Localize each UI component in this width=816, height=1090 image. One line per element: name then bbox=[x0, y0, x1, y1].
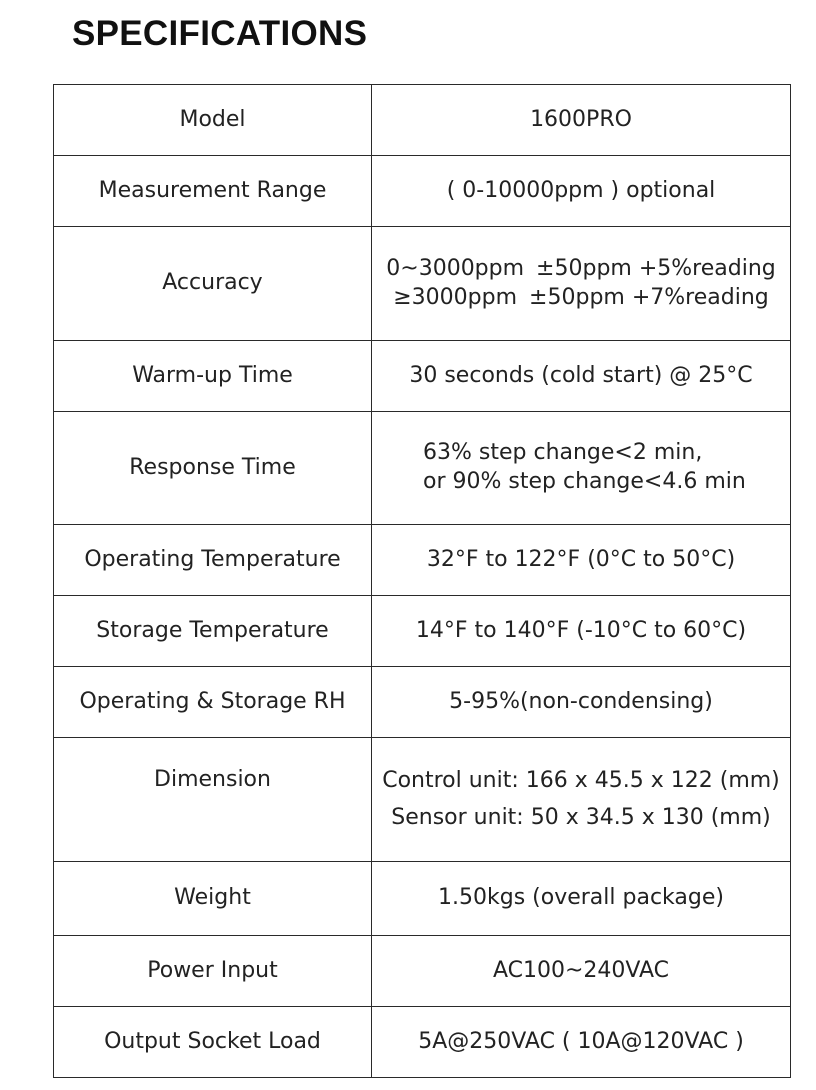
spec-label: Response Time bbox=[54, 412, 372, 525]
spec-value: 1.50kgs (overall package) bbox=[372, 862, 791, 936]
accuracy-range: 0~3000ppm bbox=[386, 255, 525, 281]
spec-value: ( 0-10000ppm ) optional bbox=[372, 156, 791, 227]
table-row bbox=[54, 85, 791, 156]
spec-label: Output Socket Load bbox=[54, 1007, 372, 1078]
spec-value bbox=[372, 738, 791, 862]
spec-value: 5A@250VAC ( 10A@120VAC ) bbox=[372, 1007, 791, 1078]
spec-value bbox=[372, 412, 791, 525]
response-line: 63% step change<2 min, bbox=[423, 440, 703, 466]
table-row bbox=[54, 1007, 791, 1078]
accuracy-line bbox=[378, 284, 784, 313]
table-row bbox=[54, 667, 791, 738]
spec-label: Warm-up Time bbox=[54, 341, 372, 412]
specifications-table bbox=[53, 84, 791, 1078]
table-row bbox=[54, 412, 791, 525]
spec-label: Operating & Storage RH bbox=[54, 667, 372, 738]
table-row bbox=[54, 596, 791, 667]
spec-value: 5-95%(non-condensing) bbox=[372, 667, 791, 738]
page-title: SPECIFICATIONS bbox=[72, 14, 368, 53]
spec-label: Accuracy bbox=[54, 227, 372, 341]
table-row bbox=[54, 936, 791, 1007]
table-row bbox=[54, 156, 791, 227]
spec-label: Storage Temperature bbox=[54, 596, 372, 667]
table-row bbox=[54, 227, 791, 341]
spec-value: 1600PRO bbox=[372, 85, 791, 156]
spec-label bbox=[54, 738, 372, 862]
dimension-label: Dimension bbox=[154, 766, 271, 792]
table-row bbox=[54, 525, 791, 596]
table-row bbox=[54, 738, 791, 862]
accuracy-tolerance: ±50ppm +5%reading bbox=[536, 255, 776, 281]
spec-label: Weight bbox=[54, 862, 372, 936]
spec-value: 14°F to 140°F (-10°C to 60°C) bbox=[372, 596, 791, 667]
spec-label: Operating Temperature bbox=[54, 525, 372, 596]
dimension-line: Sensor unit: 50 x 34.5 x 130 (mm) bbox=[391, 804, 771, 830]
table-row bbox=[54, 862, 791, 936]
response-line: or 90% step change<4.6 min bbox=[423, 469, 746, 494]
table-row bbox=[54, 341, 791, 412]
spec-value: 30 seconds (cold start) @ 25°C bbox=[372, 341, 791, 412]
spec-value bbox=[372, 227, 791, 341]
spec-value: AC100~240VAC bbox=[372, 936, 791, 1007]
spec-label: Model bbox=[54, 85, 372, 156]
accuracy-range: ≥3000ppm bbox=[393, 284, 518, 310]
accuracy-line bbox=[378, 255, 784, 284]
spec-label: Power Input bbox=[54, 936, 372, 1007]
accuracy-tolerance: ±50ppm +7%reading bbox=[529, 284, 769, 310]
spec-label: Measurement Range bbox=[54, 156, 372, 227]
spec-value: 32°F to 122°F (0°C to 50°C) bbox=[372, 525, 791, 596]
dimension-line: Control unit: 166 x 45.5 x 122 (mm) bbox=[382, 767, 780, 793]
